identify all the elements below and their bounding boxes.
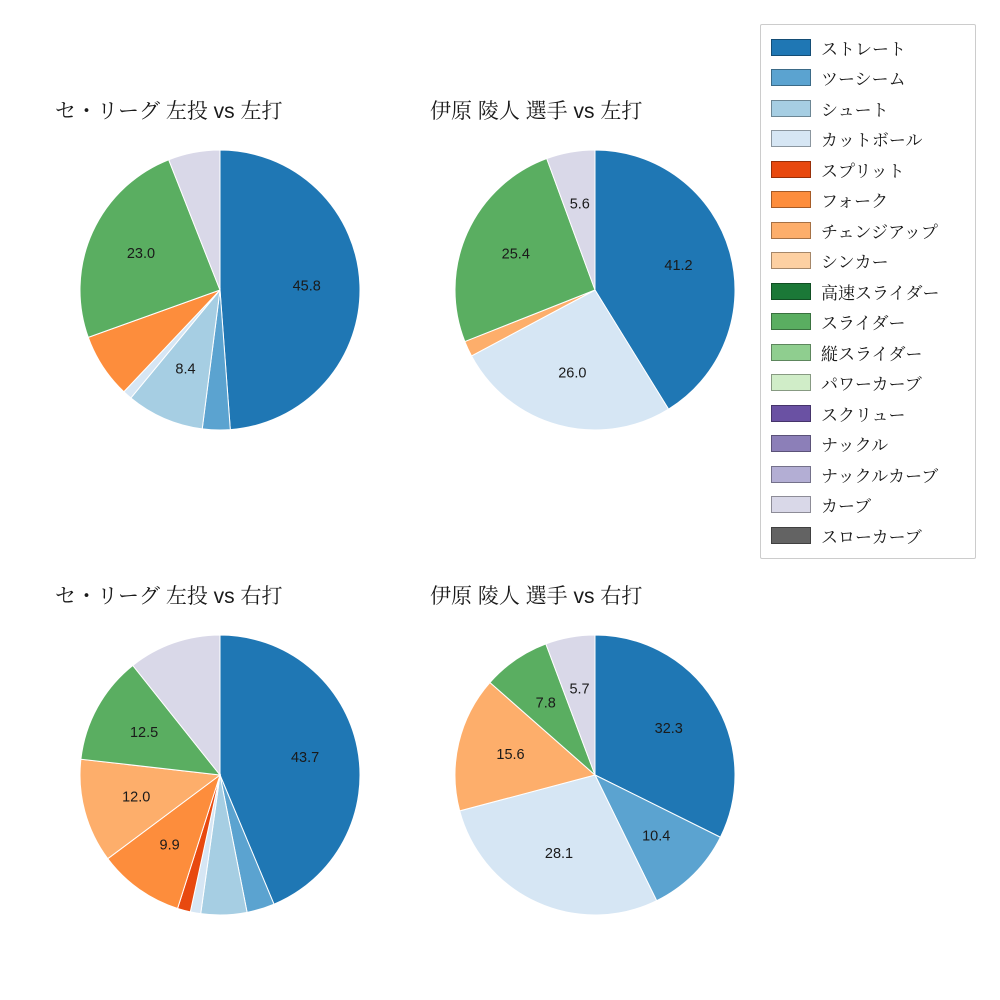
pie-slice-label: 26.0 xyxy=(558,365,587,382)
legend-label: 縦スライダー xyxy=(821,344,923,364)
chart-title: 伊原 陵人 選手 vs 右打 xyxy=(430,585,643,608)
chart-cell-player-vs-left xyxy=(430,95,760,455)
legend-label: シンカー xyxy=(821,253,889,273)
legend-item[interactable] xyxy=(771,429,967,460)
chart-cell-player-vs-right xyxy=(430,580,760,940)
legend-item[interactable] xyxy=(771,63,967,94)
legend-item[interactable] xyxy=(771,185,967,216)
legend-label: ナックル xyxy=(821,436,889,456)
chart-title: 伊原 陵人 選手 vs 左打 xyxy=(430,100,643,123)
legend-label: ナックルカーブ xyxy=(821,466,939,486)
legend-swatch-icon xyxy=(771,191,811,208)
pie-slice-label: 32.3 xyxy=(654,721,683,738)
legend xyxy=(760,24,976,559)
pie-chart-0 xyxy=(55,125,385,455)
legend-label: 高速スライダー xyxy=(821,283,940,303)
pie-slice[interactable] xyxy=(220,150,360,430)
chart-cell-seriegu-left-vs-right xyxy=(55,580,385,940)
pie-chart-3 xyxy=(430,610,760,940)
legend-item[interactable] xyxy=(771,368,967,399)
legend-item[interactable] xyxy=(771,32,967,63)
legend-swatch-icon xyxy=(771,466,811,483)
pie-chart-2 xyxy=(55,610,385,940)
chart-title: セ・リーグ 左投 vs 左打 xyxy=(55,100,283,123)
legend-swatch-icon xyxy=(771,39,811,56)
legend-swatch-icon xyxy=(771,222,811,239)
legend-swatch-icon xyxy=(771,69,811,86)
legend-swatch-icon xyxy=(771,435,811,452)
legend-item[interactable] xyxy=(771,154,967,185)
legend-label: チェンジアップ xyxy=(821,222,938,242)
pie-slice-label: 7.8 xyxy=(535,695,556,712)
legend-item[interactable] xyxy=(771,398,967,429)
legend-item[interactable] xyxy=(771,93,967,124)
legend-label: カットボール xyxy=(821,131,923,151)
legend-label: スライダー xyxy=(821,314,906,334)
legend-item[interactable] xyxy=(771,520,967,551)
pie-slice-label: 9.9 xyxy=(159,837,180,854)
legend-swatch-icon xyxy=(771,100,811,117)
chart-cell-seriegu-left-vs-left xyxy=(55,95,385,455)
legend-item[interactable] xyxy=(771,215,967,246)
legend-label: ツーシーム xyxy=(821,70,906,90)
legend-item[interactable] xyxy=(771,337,967,368)
pie-slice-label: 15.6 xyxy=(496,746,525,763)
pie-slice-label: 25.4 xyxy=(501,246,530,263)
legend-label: スクリュー xyxy=(821,405,906,425)
legend-label: カーブ xyxy=(821,497,872,517)
pie-slice-label: 23.0 xyxy=(126,246,156,263)
pie-slice-label: 28.1 xyxy=(544,845,574,862)
legend-item[interactable] xyxy=(771,124,967,155)
legend-swatch-icon xyxy=(771,313,811,330)
pie-slice-label: 43.7 xyxy=(290,749,320,766)
legend-label: フォーク xyxy=(821,192,889,212)
pie-slice-label: 10.4 xyxy=(642,828,671,845)
pie-chart-1 xyxy=(430,125,760,455)
legend-label: スプリット xyxy=(821,161,905,181)
pie-slice-label: 5.7 xyxy=(569,681,590,698)
legend-item[interactable] xyxy=(771,490,967,521)
pie-slice-label: 5.6 xyxy=(569,196,590,213)
legend-item[interactable] xyxy=(771,246,967,277)
pie-slice-label: 41.2 xyxy=(664,258,693,275)
legend-item[interactable] xyxy=(771,307,967,338)
legend-swatch-icon xyxy=(771,161,811,178)
legend-item[interactable] xyxy=(771,459,967,490)
legend-label: パワーカーブ xyxy=(821,375,922,395)
legend-swatch-icon xyxy=(771,283,811,300)
legend-swatch-icon xyxy=(771,405,811,422)
legend-item[interactable] xyxy=(771,276,967,307)
pie-slice-label: 12.0 xyxy=(122,789,151,806)
legend-swatch-icon xyxy=(771,527,811,544)
pie-slice-label: 12.5 xyxy=(129,724,159,741)
pie-slice-label: 8.4 xyxy=(175,361,196,378)
legend-label: ストレート xyxy=(821,39,906,59)
legend-swatch-icon xyxy=(771,374,811,391)
legend-label: シュート xyxy=(821,100,889,120)
legend-swatch-icon xyxy=(771,344,811,361)
legend-swatch-icon xyxy=(771,496,811,513)
legend-label: スローカーブ xyxy=(821,527,922,547)
legend-swatch-icon xyxy=(771,252,811,269)
chart-title: セ・リーグ 左投 vs 右打 xyxy=(55,585,283,608)
pie-slice-label: 45.8 xyxy=(292,278,321,295)
legend-swatch-icon xyxy=(771,130,811,147)
